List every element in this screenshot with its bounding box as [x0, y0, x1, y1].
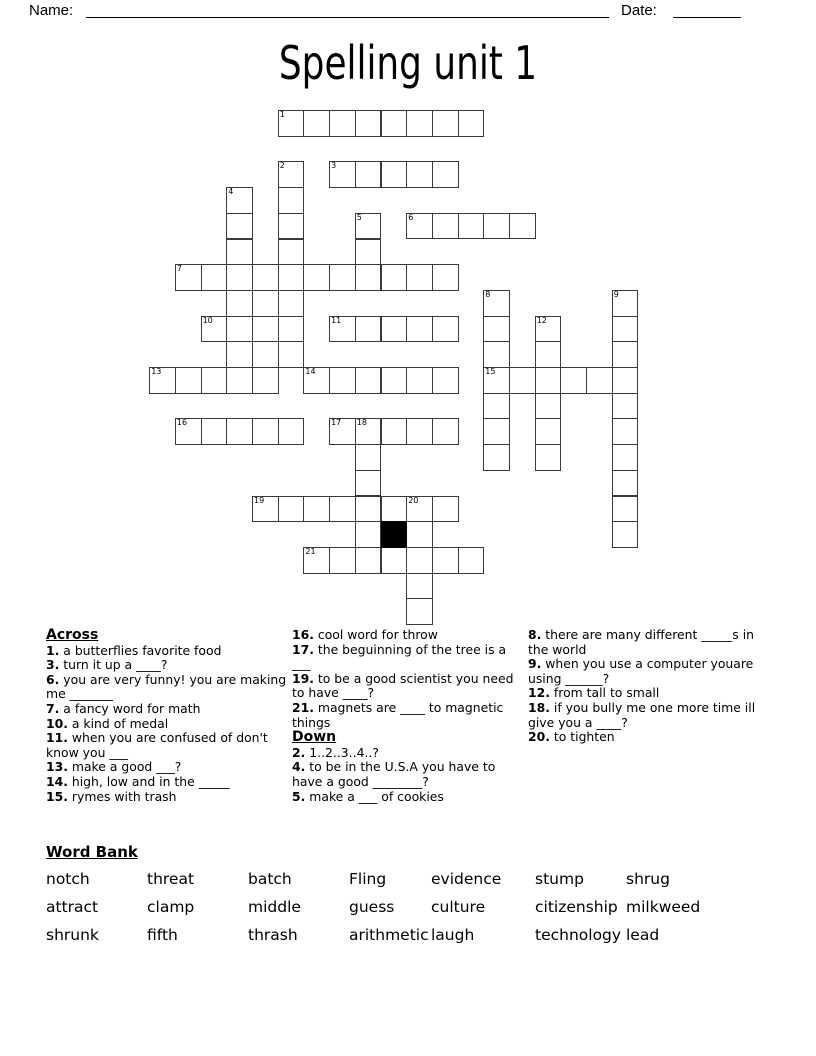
clue-item: [292, 760, 528, 789]
crossword-cell[interactable]: [483, 393, 510, 420]
word-bank-word[interactable]: shrug: [626, 870, 670, 888]
crossword-cell[interactable]: [149, 367, 176, 394]
word-bank-word[interactable]: culture: [431, 898, 486, 916]
clue-item: [528, 628, 770, 657]
crossword-cell[interactable]: [329, 110, 356, 137]
crossword-cell[interactable]: [381, 367, 408, 394]
clue-text: from tall to small: [549, 685, 660, 701]
crossword-cell-number: 3: [331, 161, 337, 171]
crossword-cell[interactable]: [612, 341, 639, 368]
crossword-cell[interactable]: [483, 418, 510, 445]
crossword-cell[interactable]: [381, 418, 408, 445]
crossword-cell[interactable]: [406, 598, 433, 625]
word-bank-word[interactable]: thrash: [248, 926, 298, 944]
crossword-cell[interactable]: [329, 316, 356, 343]
clue-number: 6.: [46, 671, 60, 687]
clue-number: 18.: [528, 699, 550, 715]
crossword-cell-number: 14: [305, 367, 316, 376]
crossword-cell-number: 19: [254, 495, 265, 505]
clue-number: 14.: [46, 773, 68, 789]
crossword-cell[interactable]: [381, 316, 408, 343]
word-bank-word[interactable]: Fling: [349, 870, 387, 888]
crossword-cell[interactable]: [406, 573, 433, 600]
crossword-cell[interactable]: [535, 367, 562, 394]
crossword-cell[interactable]: [355, 418, 382, 445]
word-bank-word[interactable]: fifth: [147, 926, 178, 944]
crossword-cell-number: 21: [305, 546, 316, 556]
crossword-cell[interactable]: [329, 367, 356, 394]
crossword-cell-number: 5: [356, 212, 362, 222]
crossword-cell[interactable]: [355, 161, 382, 188]
crossword-cell[interactable]: [509, 213, 536, 240]
clue-number: 21.: [292, 699, 314, 715]
crossword-cell-number: 15: [485, 367, 496, 376]
crossword-cell-number: 7: [176, 264, 182, 274]
crossword-cell-number: 12: [536, 315, 547, 325]
crossword-cell[interactable]: [278, 418, 305, 445]
crossword-cell[interactable]: [612, 418, 639, 445]
crossword-cell[interactable]: [612, 393, 639, 420]
clue-number: 7.: [46, 700, 60, 716]
crossword-cell[interactable]: [432, 213, 459, 240]
clue-item: [292, 701, 528, 730]
clue-text: to be in the U.S.A you have to have a good ________?: [292, 759, 496, 789]
word-bank-word[interactable]: stump: [535, 870, 584, 888]
crossword-cell[interactable]: [612, 316, 639, 343]
crossword-cell[interactable]: [226, 187, 253, 214]
crossword-cell[interactable]: [226, 213, 253, 240]
clue-number: 2.: [292, 744, 306, 760]
word-bank-word[interactable]: middle: [248, 898, 301, 916]
clue-number: 1.: [46, 642, 60, 658]
crossword-cell-number: 16: [176, 418, 188, 428]
clue-text: when you are confused of don't know you ___: [46, 730, 268, 760]
crossword-cell[interactable]: [509, 367, 536, 394]
clue-text: when you use a computer youare using ______?: [528, 656, 754, 686]
word-bank-word[interactable]: batch: [248, 870, 292, 888]
crossword-cell[interactable]: [483, 444, 510, 471]
clue-item: [46, 717, 292, 732]
crossword-cell-number: 10: [202, 315, 213, 325]
crossword-cell[interactable]: [432, 418, 459, 445]
crossword-cell[interactable]: [278, 264, 305, 291]
clue-text: there are many different _____s in the world: [528, 627, 754, 657]
clue-number: 4.: [292, 759, 306, 775]
crossword-cell[interactable]: [175, 264, 202, 291]
crossword-cell[interactable]: [226, 290, 253, 317]
crossword-cell[interactable]: [252, 418, 279, 445]
crossword-cell[interactable]: [535, 444, 562, 471]
crossword-cell-number: 11: [331, 315, 342, 325]
clue-text: turn it up a ____?: [59, 657, 168, 673]
crossword-blocked-cell: [381, 521, 408, 548]
clue-number: 5.: [292, 788, 306, 804]
crossword-cell[interactable]: [355, 239, 382, 266]
clue-number: 13.: [46, 759, 68, 775]
crossword-cell[interactable]: [329, 496, 356, 523]
crossword-cell[interactable]: [432, 264, 459, 291]
crossword-cell[interactable]: [226, 264, 253, 291]
crossword-cell[interactable]: [303, 496, 330, 523]
crossword-cell[interactable]: [201, 418, 228, 445]
name-label: Name:: [29, 2, 74, 19]
crossword-cell[interactable]: [560, 367, 587, 394]
crossword-cell[interactable]: [303, 547, 330, 574]
crossword-cell[interactable]: [535, 418, 562, 445]
crossword-cell[interactable]: [175, 367, 202, 394]
crossword-cell[interactable]: [483, 367, 510, 394]
clue-text: make a ___ of cookies: [305, 788, 444, 804]
clues-heading: Down: [292, 729, 337, 746]
clue-item: [292, 628, 528, 643]
clue-text: a kind of medal: [67, 715, 169, 731]
crossword-cell[interactable]: [278, 316, 305, 343]
clue-item: [292, 790, 528, 805]
crossword-cell[interactable]: [252, 496, 279, 523]
crossword-cell[interactable]: [535, 341, 562, 368]
crossword-cell[interactable]: [432, 367, 459, 394]
crossword-cell[interactable]: [406, 316, 433, 343]
word-bank-word[interactable]: arithmetic: [349, 926, 429, 944]
crossword-cell[interactable]: [329, 161, 356, 188]
clue-text: high, low and in the _____: [67, 773, 230, 789]
crossword-cell[interactable]: [381, 161, 408, 188]
crossword-cell[interactable]: [278, 239, 305, 266]
crossword-cell[interactable]: [278, 110, 305, 137]
crossword-cell[interactable]: [458, 213, 485, 240]
crossword-cell[interactable]: [483, 341, 510, 368]
crossword-cell[interactable]: [226, 418, 253, 445]
crossword-cell[interactable]: [612, 496, 639, 523]
word-bank-word[interactable]: notch: [46, 870, 90, 888]
crossword-cell[interactable]: [278, 341, 305, 368]
crossword-cell[interactable]: [432, 161, 459, 188]
crossword-cell[interactable]: [329, 264, 356, 291]
crossword-cell[interactable]: [355, 496, 382, 523]
crossword-cell-number: 18: [356, 418, 367, 428]
word-bank-section: [46, 843, 786, 944]
crossword-cell[interactable]: [406, 547, 433, 574]
word-bank-word[interactable]: evidence: [431, 870, 502, 888]
clue-text: cool word for throw: [313, 627, 438, 642]
clue-number: 15.: [46, 788, 68, 804]
crossword-cell[interactable]: [432, 547, 459, 574]
crossword-cell[interactable]: [355, 367, 382, 394]
crossword-cell[interactable]: [535, 316, 562, 343]
crossword-cell-number: 13: [151, 367, 162, 376]
clue-item: [528, 730, 770, 745]
crossword-cell[interactable]: [612, 470, 639, 497]
clue-number: 19.: [292, 670, 314, 686]
crossword-cell-number: 4: [228, 187, 234, 197]
clues-column-1: [46, 628, 292, 804]
crossword-cell[interactable]: [355, 316, 382, 343]
word-bank-word[interactable]: clamp: [147, 898, 195, 916]
clue-text: a fancy word for math: [59, 700, 201, 716]
crossword-cell[interactable]: [355, 444, 382, 471]
crossword-cell[interactable]: [612, 521, 639, 548]
crossword-cell[interactable]: [303, 110, 330, 137]
crossword-cell[interactable]: [226, 239, 253, 266]
word-bank-word[interactable]: lead: [626, 926, 660, 944]
crossword-cell[interactable]: [483, 316, 510, 343]
clue-text: make a good ___?: [67, 759, 182, 775]
crossword-cell[interactable]: [278, 187, 305, 214]
crossword-cell[interactable]: [201, 264, 228, 291]
crossword-cell[interactable]: [226, 367, 253, 394]
crossword-cell[interactable]: [406, 521, 433, 548]
crossword-cell[interactable]: [406, 161, 433, 188]
crossword-cell[interactable]: [252, 316, 279, 343]
crossword-cell[interactable]: [483, 290, 510, 317]
clue-text: to tighten: [549, 729, 615, 745]
word-bank-word[interactable]: citizenship: [535, 898, 618, 916]
crossword-cell[interactable]: [432, 110, 459, 137]
crossword-cell[interactable]: [381, 496, 408, 523]
word-bank-title: Word Bank: [46, 843, 138, 861]
date-label: Date:: [621, 2, 657, 19]
crossword-cell[interactable]: [535, 393, 562, 420]
word-bank-grid: [46, 870, 786, 944]
crossword-cell[interactable]: [612, 367, 639, 394]
clue-number: 8.: [528, 627, 542, 642]
clue-text: to be a good scientist you need to have ____?: [292, 670, 514, 701]
crossword-cell[interactable]: [406, 213, 433, 240]
crossword-cell[interactable]: [355, 521, 382, 548]
clue-item: [46, 673, 292, 702]
crossword-cell[interactable]: [278, 213, 305, 240]
crossword-cell-number: 6: [408, 212, 414, 222]
crossword-cell[interactable]: [252, 264, 279, 291]
crossword-cell[interactable]: [278, 290, 305, 317]
clue-number: 16.: [292, 627, 314, 642]
clue-number: 12.: [528, 685, 550, 701]
page-title: Spelling unit 1: [278, 36, 538, 90]
clue-item: [46, 790, 292, 805]
clue-number: 20.: [528, 729, 550, 745]
clue-item: [292, 672, 528, 701]
clue-number: 10.: [46, 715, 68, 731]
crossword-cell[interactable]: [355, 213, 382, 240]
clue-text: you are very funny! you are making me _______: [46, 671, 287, 702]
clue-text: magnets are ____ to magnetic things: [292, 699, 504, 730]
clue-text: 1..2..3..4..?: [305, 744, 379, 760]
crossword-cell[interactable]: [329, 547, 356, 574]
crossword-cell[interactable]: [432, 496, 459, 523]
clues-column-3: [528, 628, 770, 745]
crossword-cell[interactable]: [303, 264, 330, 291]
clue-number: 17.: [292, 641, 314, 657]
clue-number: 9.: [528, 656, 542, 672]
word-bank-word[interactable]: laugh: [431, 926, 475, 944]
crossword-cell[interactable]: [458, 547, 485, 574]
crossword-cell[interactable]: [458, 110, 485, 137]
crossword-cell-number: 2: [279, 161, 285, 171]
clue-item: [528, 686, 770, 701]
crossword-cell[interactable]: [355, 470, 382, 497]
crossword-cell[interactable]: [355, 110, 382, 137]
crossword-cell[interactable]: [483, 213, 510, 240]
crossword-cell[interactable]: [432, 316, 459, 343]
crossword-cell[interactable]: [278, 161, 305, 188]
clue-text: a butterflies favorite food: [59, 642, 222, 658]
crossword-cell[interactable]: [355, 264, 382, 291]
clue-item: [46, 644, 292, 659]
word-bank-word[interactable]: guess: [349, 898, 395, 916]
crossword-cell[interactable]: [175, 418, 202, 445]
crossword-cell[interactable]: [586, 367, 613, 394]
crossword-cell[interactable]: [201, 316, 228, 343]
clue-item: [46, 658, 292, 673]
crossword-cell[interactable]: [252, 367, 279, 394]
word-bank-word[interactable]: threat: [147, 870, 195, 888]
clue-item: [292, 746, 528, 761]
crossword-cell[interactable]: [406, 496, 433, 523]
crossword-cell[interactable]: [278, 496, 305, 523]
crossword-cell-number: 9: [613, 289, 619, 299]
crossword-cell[interactable]: [612, 290, 639, 317]
clue-item: [292, 643, 528, 672]
clue-item: [528, 657, 770, 686]
clue-item: [46, 775, 292, 790]
crossword-cell-number: 8: [485, 289, 491, 299]
crossword-cell[interactable]: [226, 341, 253, 368]
clue-text: if you bully me one more time ill give you a ____?: [528, 699, 756, 730]
crossword-cell[interactable]: [329, 418, 356, 445]
word-bank-word[interactable]: milkweed: [626, 898, 701, 916]
crossword-cell[interactable]: [406, 110, 433, 137]
crossword-cell[interactable]: [612, 444, 639, 471]
crossword-cell-number: 20: [408, 495, 419, 505]
clue-number: 11.: [46, 730, 68, 746]
crossword-cell[interactable]: [201, 367, 228, 394]
crossword-cell[interactable]: [226, 316, 253, 343]
crossword-cell[interactable]: [303, 367, 330, 394]
clue-item: [46, 702, 292, 717]
word-bank-word[interactable]: shrunk: [46, 926, 99, 944]
crossword-cell[interactable]: [406, 367, 433, 394]
clue-item: [46, 760, 292, 775]
clue-item: [46, 731, 292, 760]
word-bank-word[interactable]: attract: [46, 898, 99, 916]
clue-number: 3.: [46, 657, 60, 673]
word-bank-word[interactable]: technology: [535, 926, 622, 944]
crossword-cell[interactable]: [381, 547, 408, 574]
crossword-cell-number: 17: [331, 418, 342, 428]
crossword-cell[interactable]: [355, 547, 382, 574]
crossword-cell-number: 1: [279, 110, 285, 119]
clue-item: [528, 701, 770, 730]
clue-text: the beguinning of the tree is a ___: [292, 641, 507, 672]
clues-heading: Across: [46, 627, 99, 643]
clues-section: [46, 628, 770, 838]
clues-column-2: [292, 628, 528, 804]
crossword-cell[interactable]: [406, 418, 433, 445]
crossword-cell[interactable]: [381, 110, 408, 137]
clue-text: rymes with trash: [67, 788, 177, 804]
crossword-cell[interactable]: [381, 264, 408, 291]
crossword-cell[interactable]: [406, 264, 433, 291]
